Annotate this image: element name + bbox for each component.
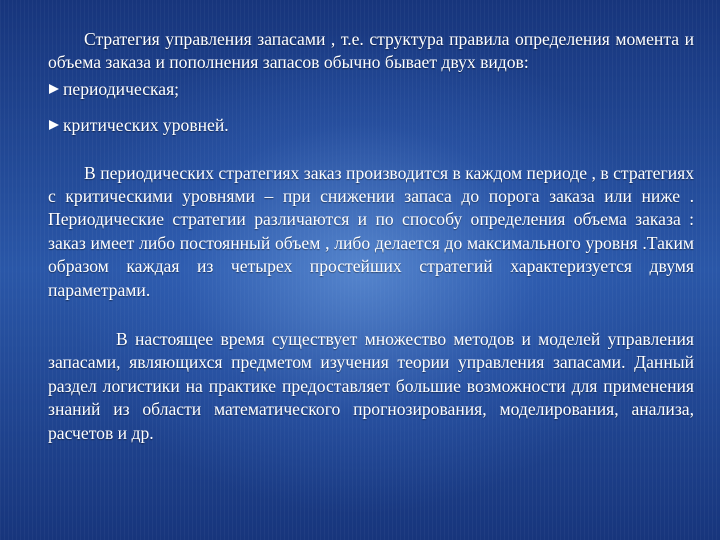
list-item-text: критических уровней. [63, 115, 229, 136]
slide-content [48, 28, 694, 445]
list-item-text: периодическая; [63, 78, 180, 99]
list-item [48, 78, 694, 101]
methods-paragraph: В настоящее время существует множество методов и моделей управления запасами, являющихся предметом изучения теории управления запасами. Данный раздел логистики на практике предоставляет большие возможности для применения знаний из области математического прогнозирования, моделирования, анализа, расчетов и др. [48, 329, 694, 443]
periodic-strategies-paragraph: В периодических стратегиях заказ производится в каждом периоде , в стратегиях с критическими уровнями – при снижении запаса до порога заказа или ниже . Периодические стратегии различаются и по способу определения объема заказа : заказ имеет либо постоянный объем , либо делается до максимального уровня .Таким образом каждая из четырех простейших стратегий характеризуется двумя параметрами. [48, 162, 694, 300]
list-item [48, 114, 694, 137]
arrow-bullet-icon [49, 120, 59, 130]
strategy-types-list [48, 78, 694, 138]
intro-paragraph: Стратегия управления запасами , т.е. структура правила определения момента и объема заказа и пополнения запасов обычно бывает двух видов: [48, 29, 694, 73]
arrow-bullet-icon [49, 84, 59, 94]
